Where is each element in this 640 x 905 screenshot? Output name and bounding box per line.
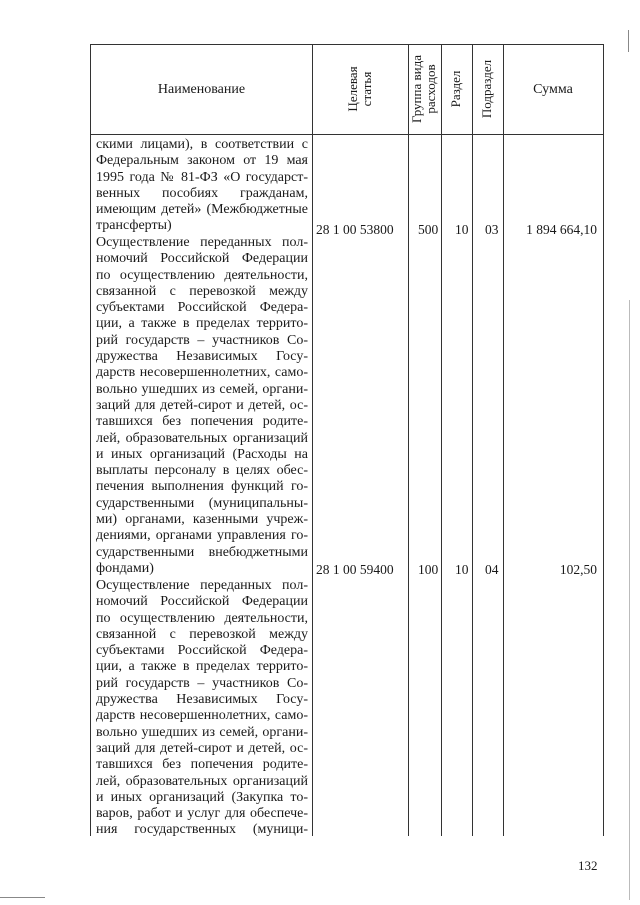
row-2-section: 10 [455, 562, 469, 577]
row-1-target: 28 1 00 53800 [316, 222, 394, 237]
scan-artifact [628, 30, 629, 52]
header-name: Наименование [157, 81, 246, 97]
row-1-subsection: 03 [485, 222, 499, 237]
column-divider [441, 45, 442, 836]
row-2-name: Осуществление переданных пол- номочий Российской Федерации по осуществлению деятельности, связанной с перевозкой между субъектами Российской Федера- ции, а также в пределах террито- рий государств – участников Со- дружества Независимых Госу- дарств несовершеннолетних, само- вольно ушедших из семей, органи- заций для детей-сирот и детей, ос- тавшихся без попечения родите- лей, образовательных организаций и иных организаций (Расходы на выплаты персоналу в целях обес- печения выполнения функций го- сударственными (муниципальны- ми) органами, казенными учреж- дениями, органами управления го- сударственными внебюджетными фондами) [96, 235, 308, 576]
scan-artifact [0, 897, 45, 898]
row-1-sum: 1 894 664,10 [526, 222, 597, 237]
scan-artifact [629, 300, 630, 900]
row-2-subsection: 04 [485, 562, 499, 577]
row-1-expense: 500 [418, 222, 439, 237]
row-2-target: 28 1 00 59400 [316, 562, 394, 577]
column-divider [503, 45, 504, 836]
row-2-sum: 102,50 [559, 562, 597, 577]
header-section: Раздел [448, 70, 463, 108]
column-divider [312, 45, 313, 836]
header-divider [91, 134, 603, 135]
column-divider [472, 45, 473, 836]
header-expense-group: Группа вида расходов [409, 55, 438, 123]
row-1-section: 10 [455, 222, 469, 237]
page-number: 132 [578, 858, 598, 873]
column-divider [408, 45, 409, 836]
row-2-expense: 100 [418, 562, 439, 577]
row-3-name: Осуществление переданных пол- номочий Российской Федерации по осуществлению деятельности, связанной с перевозкой между субъектами Российской Федера- ции, а также в пределах террито- рий государств – участников Со- дружества Независимых Госу- дарств несовершеннолетних, само- вольно ушедших из семей, органи- заций для детей-сирот и детей, ос- тавшихся без попечения родите- лей, образовательных организаций и иных организаций (Закупка то- варов, работ и услуг для обеспече- ния государственных (муници- [96, 578, 308, 838]
header-sum: Сумма [533, 81, 573, 97]
header-target-article: Целевая статья [345, 66, 374, 112]
row-1-name: скими лицами), в соответствии с Федеральным законом от 19 мая 1995 года № 81-ФЗ «О государст- венных пособиях гражданам, имеющим детей» (Межбюджетные трансферты) [96, 137, 308, 234]
header-subsection: Подраздел [479, 59, 494, 119]
